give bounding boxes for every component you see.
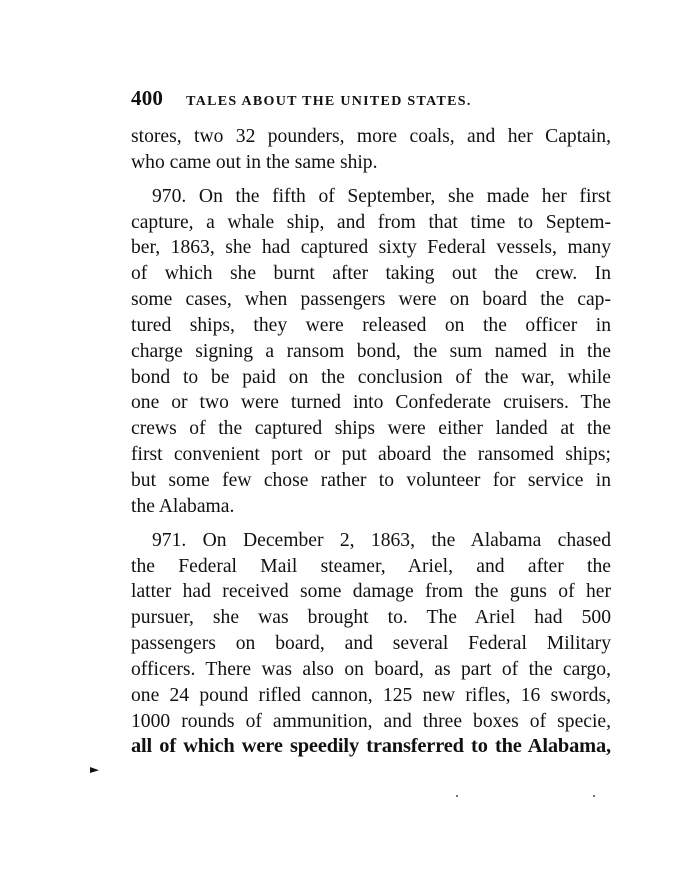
page-body (131, 124, 611, 760)
ink-speck (456, 795, 458, 797)
page-header (131, 86, 611, 110)
running-title: TALES ABOUT THE UNITED STATES. (186, 94, 472, 109)
text-line: first convenient port or put aboard the ransomed ships; (131, 444, 611, 466)
text-line: but some few chose rather to volunteer for service in (131, 469, 611, 491)
text-line: latter had received some damage from the guns of her (131, 581, 611, 603)
text-line: one or two were turned into Confederate cruisers. The (131, 392, 611, 414)
text-line: all of which were speedily transferred to the Alabama, (131, 735, 611, 758)
text-line: one 24 pound rifled cannon, 125 new rifles, 16 swords, (131, 684, 611, 706)
text-line: 1000 rounds of ammunition, and three boxes of specie, (131, 710, 611, 732)
text-line: the Federal Mail steamer, Ariel, and after the (131, 555, 611, 577)
text-line: the Alabama. (131, 495, 235, 517)
paragraph-971-start: 971. On December 2, 1863, the Alabama chased (152, 529, 611, 551)
text-line: officers. There was also on board, as part of the cargo, (131, 658, 611, 680)
ink-speck (593, 795, 595, 797)
text-line: tured ships, they were released on the officer in (131, 314, 611, 336)
text-line: who came out in the same ship. (131, 151, 378, 173)
text-line: bond to be paid on the conclusion of the war, while (131, 366, 611, 388)
text-line: of which she burnt after taking out the crew. In (131, 263, 611, 285)
paragraph-970-start: 970. On the fifth of September, she made her first (152, 185, 611, 207)
page-number: 400 (131, 86, 164, 110)
text-line: crews of the captured ships were either landed at the (131, 418, 611, 440)
text-line: passengers on board, and several Federal Military (131, 633, 611, 655)
text-line: ber, 1863, she had captured sixty Federal vessels, many (131, 237, 611, 259)
text-line: pursuer, she was brought to. The Ariel had 500 (131, 607, 611, 629)
text-line: stores, two 32 pounders, more coals, and her Captain, (131, 126, 611, 147)
text-line: some cases, when passengers were on board the cap- (131, 289, 611, 311)
text-line: charge signing a ransom bond, the sum named in the (131, 340, 611, 362)
text-line: capture, a whale ship, and from that time to Septem- (131, 211, 611, 233)
margin-mark-icon (90, 767, 99, 773)
